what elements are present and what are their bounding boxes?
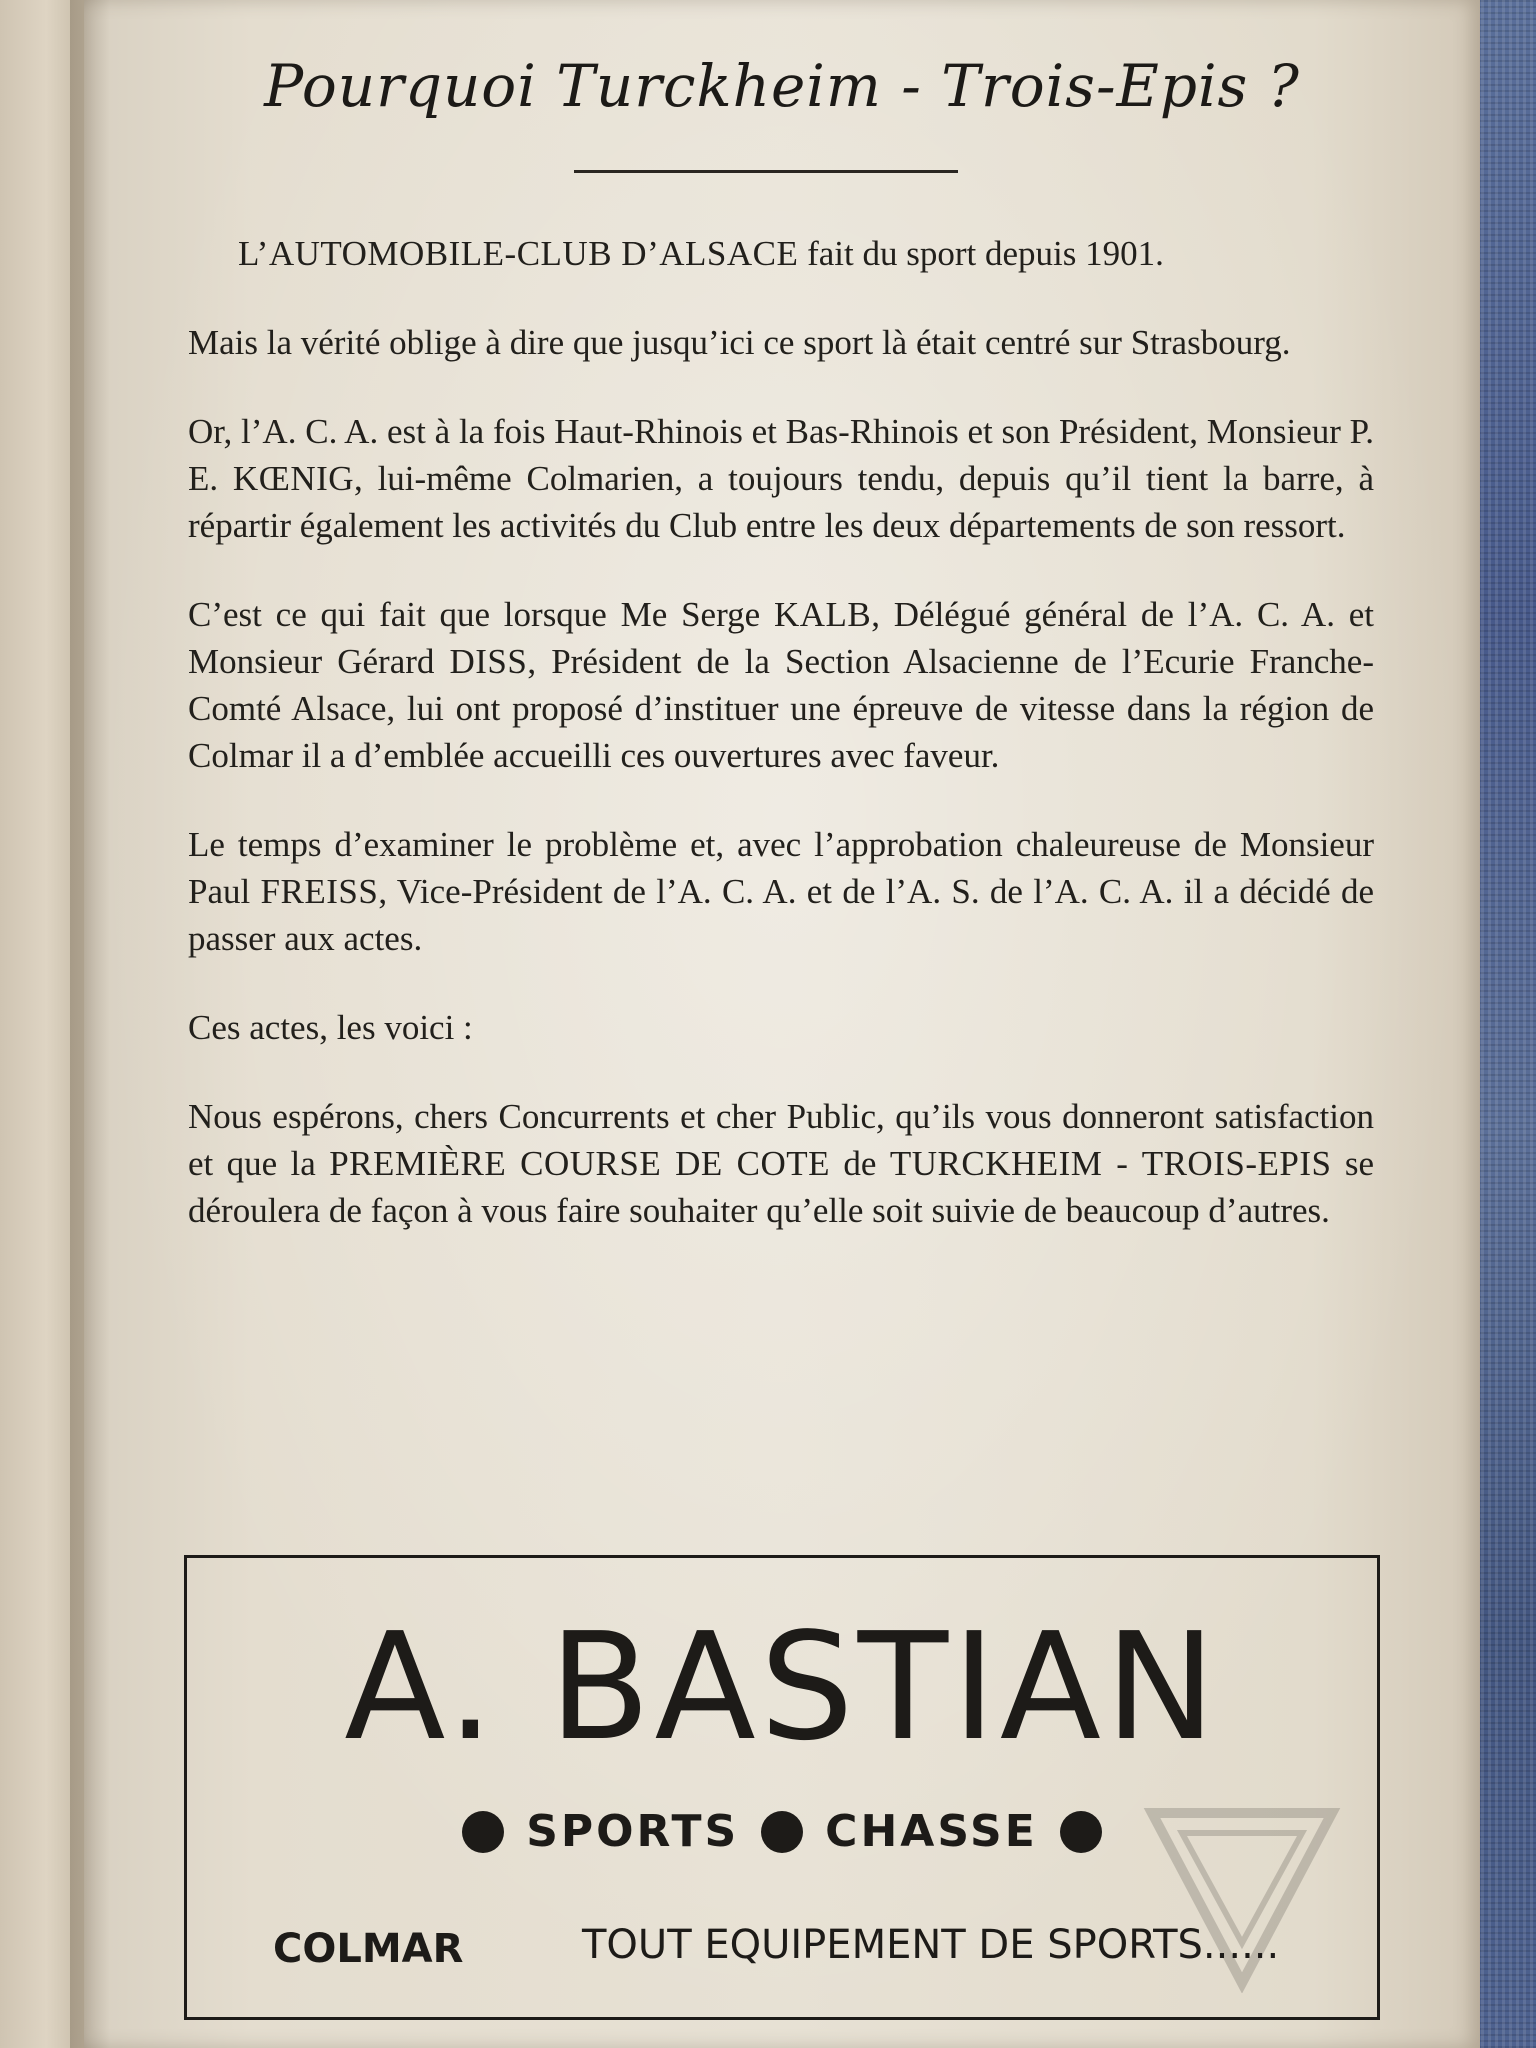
bullet-dot-icon [761, 1811, 803, 1853]
text-run: fait du sport depuis 1901. [798, 234, 1164, 273]
paragraph [188, 1093, 1374, 1234]
text-run: , Vice-Président de l’A. C. A. et de l’A. S. de l’A. C. A. il a décidé de passer aux actes. [188, 872, 1374, 958]
ad-service-sports: SPORTS [526, 1806, 740, 1857]
emphasized-text: L’AUTOMOBILE-CLUB D’ALSACE [238, 234, 799, 273]
article-body [188, 230, 1374, 1276]
page-title: Pourquoi Turckheim - Trois-Epis ? [264, 52, 1300, 120]
text-run: Mais la vérité oblige à dire que jusqu’ici ce sport là était centré sur Strasbourg. [188, 323, 1291, 362]
paragraph [188, 408, 1374, 549]
emphasized-text: KŒNIG [232, 459, 355, 498]
bullet-dot-icon [462, 1811, 504, 1853]
emphasized-text: PREMIÈRE COURSE DE COTE [329, 1144, 831, 1183]
bullet-dot-icon [1060, 1811, 1102, 1853]
paragraph [188, 319, 1374, 366]
ad-tagline: TOUT EQUIPEMENT DE SPORTS...... [582, 1922, 1280, 1968]
text-run: Nous espérons, chers Concurrents et cher Public, qu’ils vous donneront satisfaction et que la [188, 1097, 1374, 1183]
paragraph [238, 230, 1374, 277]
text-run: C’est ce qui fait que lorsque Me Serge [188, 595, 774, 634]
text-run: , Délégué général de l’A. C. A. et Monsieur Gérard [188, 595, 1374, 681]
text-run: de [830, 1144, 890, 1183]
ad-brand-name: A. BASTIAN [344, 1601, 1220, 1773]
emphasized-text: FREISS [260, 872, 379, 911]
text-run: se déroulera de façon à vous faire souhaiter qu’elle soit suivie de beaucoup d’autres. [188, 1144, 1374, 1230]
faded-emblem-icon [1142, 1793, 1342, 1993]
title-underline [574, 170, 958, 173]
emphasized-text: DISS [449, 642, 528, 681]
paragraph [188, 821, 1374, 962]
text-run: , Président de la Section Alsacienne de l’Ecurie Franche-Comté Alsace, lui ont proposé d’instituer une épreuve de vitesse dans la région de Colmar il a d’emblée accueilli ces ouvertures avec faveur. [188, 642, 1374, 775]
document-page [84, 0, 1480, 2048]
emphasized-text: KALB [773, 595, 872, 634]
paragraph [188, 591, 1374, 779]
spine-shadow [70, 0, 110, 2048]
text-run: , lui-même Colmarien, a toujours tendu, depuis qu’il tient la barre, à répartir également les activités du Club entre les deux départements de son ressort. [188, 459, 1374, 545]
paragraph [188, 1004, 1374, 1051]
text-run: Or, l’A. C. A. est à la fois Haut-Rhinois et Bas-Rhinois et son Président, Monsieur P. E. [188, 412, 1374, 498]
advertisement-box [184, 1555, 1380, 2020]
text-run: Ces actes, les voici : [188, 1008, 473, 1047]
ad-service-chasse: CHASSE [825, 1806, 1038, 1857]
emphasized-text: TURCKHEIM - TROIS-EPIS [889, 1144, 1332, 1183]
text-run: Le temps d’examiner le problème et, avec l’approbation chaleureuse de Monsieur Paul [188, 825, 1374, 911]
ad-city: COLMAR [273, 1926, 464, 1972]
